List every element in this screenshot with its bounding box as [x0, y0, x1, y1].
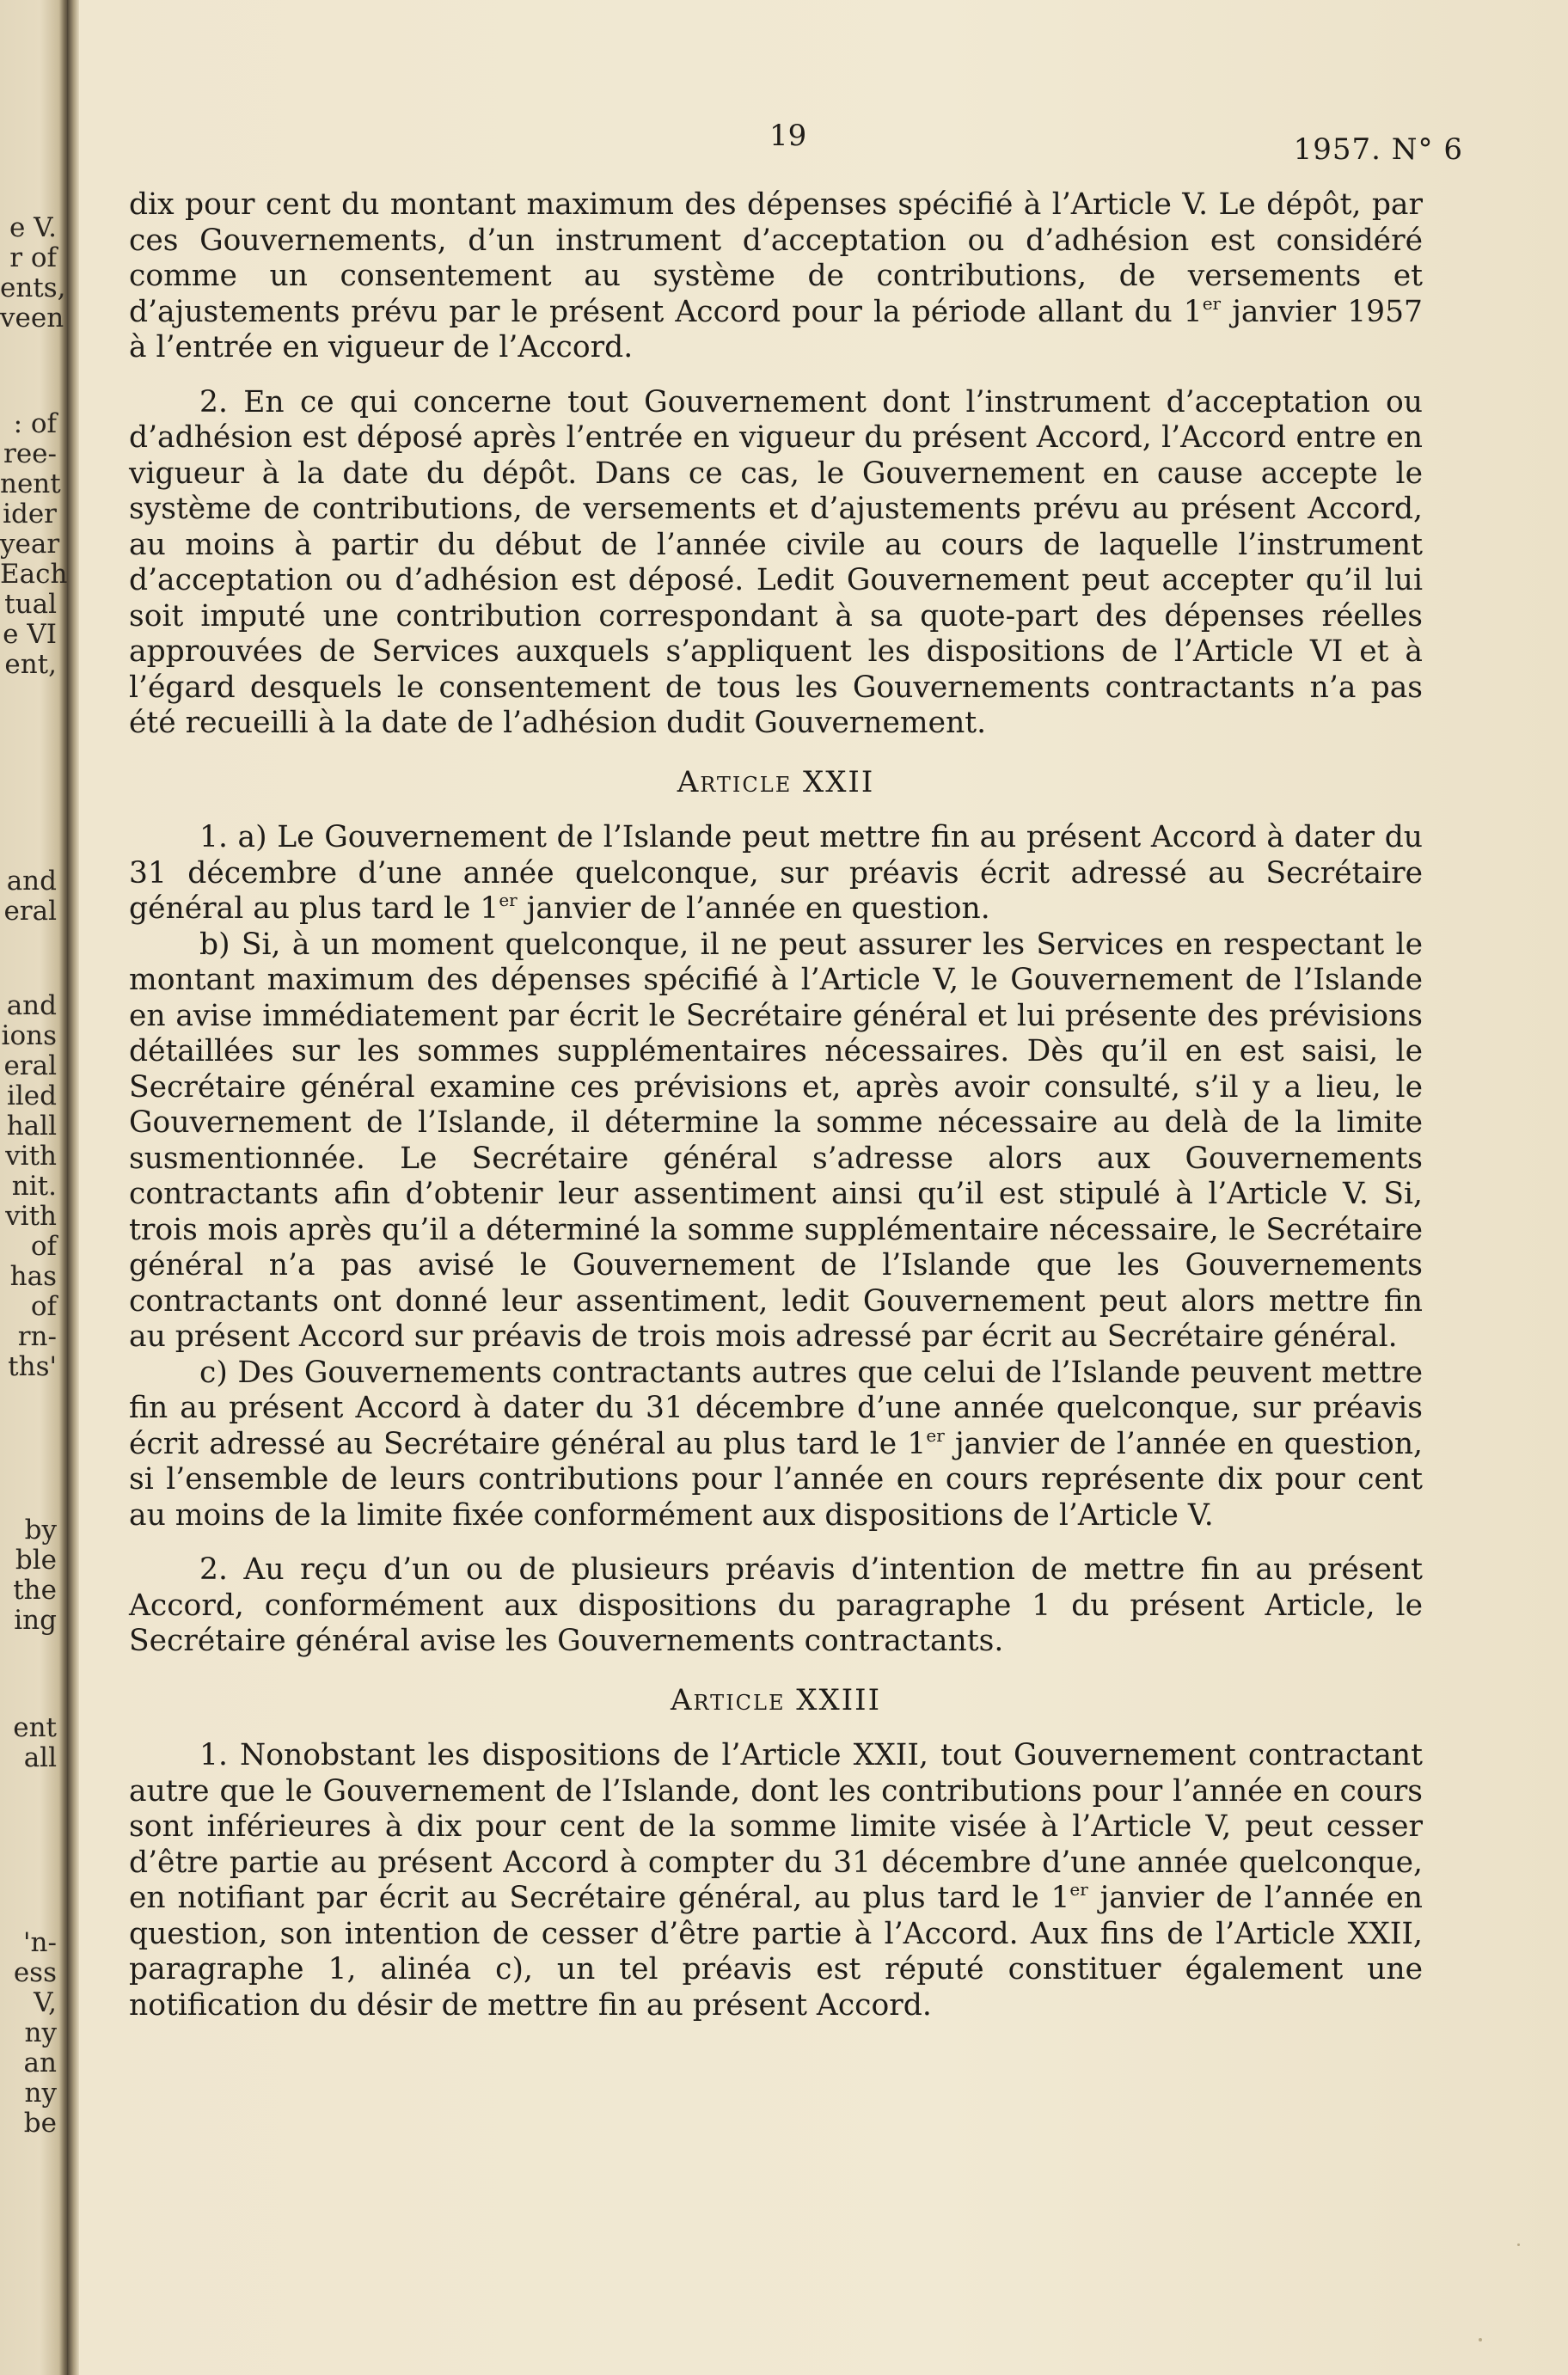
facing-page-fragment: ess [13, 1957, 57, 1988]
facing-page-fragment: e V. [9, 212, 57, 243]
facing-page-fragment: ths' [8, 1351, 57, 1382]
facing-page-fragment: Each [0, 559, 68, 590]
facing-page-fragment: by [24, 1515, 57, 1546]
paragraph-1a [129, 820, 1423, 927]
page-number: 19 [769, 119, 807, 153]
facing-page-fragment: all [23, 1742, 57, 1773]
facing-page-fragment: ent [13, 1712, 57, 1743]
facing-page-fragment: be [23, 2108, 57, 2139]
facing-page-fragment: r of [9, 242, 57, 273]
facing-page-fragment: and [6, 866, 57, 897]
facing-page-fragment: e VI [3, 619, 57, 650]
facing-page-fragment: ble [15, 1545, 57, 1576]
facing-page-fragment: vith [5, 1141, 57, 1172]
paragraph-article23-1 [129, 1738, 1423, 2023]
book-spine-shadow [67, 0, 79, 2375]
paragraph-text: janvier de l’année en question, son intention de cesser d’être partie à l’Accord. Aux fins de l’Article XXII, paragraphe 1, alinéa c), un tel préavis est réputé constituer également une notification du désir de mettre fin au présent Accord. [129, 1881, 1424, 2023]
paragraph-text: 1. Nonobstant les dispositions de l’Article XXII, tout Gouvernement contractant autre que le Gouvernement de l’Islande, dont les contributions pour l’année en cours sont inférieures à dix pour cent de la somme limite visée à l’Article V, peut cesser d’être partie au présent Accord à compter du 31 décembre d’une année quelconque, en notifiant par écrit au Secrétaire général, au plus tard le 1 [129, 1738, 1423, 1915]
volume-reference: 1957. N° 6 [1293, 132, 1463, 167]
facing-page-fragment: ent, [4, 649, 57, 680]
facing-page-fragment: 'n- [23, 1927, 57, 1958]
paragraph-2-notice: 2. Au reçu d’un ou de plusieurs préavis d’intention de mettre fin au présent Accord, conformément aux dispositions du paragraphe 1 du présent Article, le Secrétaire général avise les Gouvernements contractants. [129, 1552, 1423, 1658]
paragraph-text: janvier de l’année en question, si l’ensemble de leurs contributions pour l’année en cours représente dix pour cent au moins de la limite fixée conformément aux dispositions de l’Article V. [129, 1426, 1424, 1533]
paper-speck [1479, 2338, 1482, 2341]
paragraph-text: 1. a) Le Gouvernement de l’Islande peut mettre fin au présent Accord à dater du 31 décembre d’une année quelconque, sur préavis écrit adressé au Secrétaire général au plus tard le 1 [129, 820, 1423, 926]
facing-page-fragment: hall [6, 1111, 57, 1142]
facing-page-edge [0, 0, 67, 2375]
facing-page-fragment: ny [24, 2078, 57, 2109]
facing-page-fragment: tual [4, 589, 57, 620]
superscript: er [1069, 1879, 1088, 1900]
paragraph-text: dix pour cent du montant maximum des dépenses spécifié à l’Article V. Le dépôt, par ces Gouvernements, d’un instrument d’acceptation ou d’adhésion est considéré comme un consentement au système de contributions, de versements et d’ajustements prévu par le présent Accord pour la période allant du 1 [129, 187, 1423, 329]
facing-page-fragment: ions [1, 1020, 57, 1051]
facing-page-fragment: ny [24, 2017, 57, 2048]
paragraph-1c [129, 1356, 1423, 1534]
facing-page-fragment: V, [34, 1987, 57, 2018]
facing-page-fragment: eral [3, 1050, 57, 1081]
facing-page-fragment: ents, [0, 272, 66, 303]
paragraph-text: janvier 1957 à l’entrée en vigueur de l’Accord. [129, 294, 1423, 364]
facing-page-fragment: veen [0, 303, 64, 334]
facing-page-fragment: ider [3, 499, 57, 529]
facing-page-fragment: rn- [17, 1321, 57, 1352]
superscript: er [1202, 292, 1222, 314]
paragraph-continued [129, 187, 1423, 366]
facing-page-fragment: : of [13, 408, 57, 439]
facing-page-fragment: ing [14, 1605, 57, 1636]
facing-page-fragment: nent [0, 468, 61, 499]
facing-page-fragment: ree- [3, 438, 57, 469]
superscript: er [926, 1424, 945, 1446]
superscript: er [499, 890, 518, 910]
body-text [129, 187, 1423, 2023]
facing-page-fragment: of [30, 1291, 57, 1322]
paragraph-2: 2. En ce qui concerne tout Gouvernement dont l’instrument d’acceptation ou d’adhésion est déposé après l’entrée en vigueur du présent Accord, l’Accord entre en vigueur à la date du dépôt. Dans ce cas, le Gouvernement en cause accepte le système de contributions, de versements et d’ajustements prévu au présent Accord, au moins à partir du début de l’année civile au cours de laquelle l’instrument d’acceptation ou d’adhésion est déposé. Ledit Gouvernement peut accepter qu’il lui soit imputé une contribution correspondant à sa quote-part des dépenses réelles approuvées de Services auxquels s’appliquent les dispositions de l’Article VI et à l’égard desquels le consentement de tous les Gouvernements contractants n’a pas été recueilli à la date de l’adhésion dudit Gouvernement. [129, 384, 1423, 740]
page-header [129, 119, 1463, 167]
paragraph-text: c) Des Gouvernements contractants autres que celui de l’Islande peuvent mettre fin au présent Accord à dater du 31 décembre d’une année quelconque, sur préavis écrit adressé au Secrétaire général au plus tard le 1 [129, 1355, 1423, 1461]
article-heading: Article XXII [677, 764, 875, 799]
facing-page-fragment: eral [3, 896, 57, 927]
article-heading: Article XXIII [670, 1682, 882, 1717]
facing-page-fragment: nit. [11, 1171, 57, 1202]
facing-page-fragment: of [30, 1231, 57, 1262]
facing-page-fragment: has [9, 1261, 57, 1292]
facing-page-fragment: an [23, 2048, 57, 2078]
facing-page-fragment: and [6, 990, 57, 1021]
facing-page-fragment: year [0, 529, 60, 560]
paragraph-text: janvier de l’année en question. [517, 891, 990, 926]
facing-page-fragment: vith [5, 1201, 57, 1232]
paper-speck [1517, 2243, 1520, 2246]
facing-page-fragment: iled [6, 1080, 57, 1111]
paragraph-1b: b) Si, à un moment quelconque, il ne peut assurer les Services en respectant le montant maximum des dépenses spécifié à l’Article V, le Gouvernement de l’Islande en avise immédiatement par écrit le Secrétaire général et lui présente des prévisions détaillées sur les sommes supplémentaires nécessaires. Dès qu’il en est saisi, le Secrétaire général examine ces prévisions et, après avoir consulté, s’il y a lieu, le Gouvernement de l’Islande, il détermine la somme nécessaire au delà de la limite susmentionnée. Le Secrétaire général s’adresse alors aux Gouvernements contractants afin d’obtenir leur assentiment ainsi qu’il est stipulé à l’Article V. Si, trois mois après qu’il a déterminé la somme supplémentaire nécessaire, le Secrétaire général n’a pas avisé le Gouvernement de l’Islande que les Gouvernements contractants ont donné leur assentiment, ledit Gouvernement peut alors mettre fin au présent Accord sur préavis de trois mois adressé par écrit au Secrétaire général. [129, 927, 1423, 1354]
facing-page-fragment: the [13, 1575, 57, 1606]
